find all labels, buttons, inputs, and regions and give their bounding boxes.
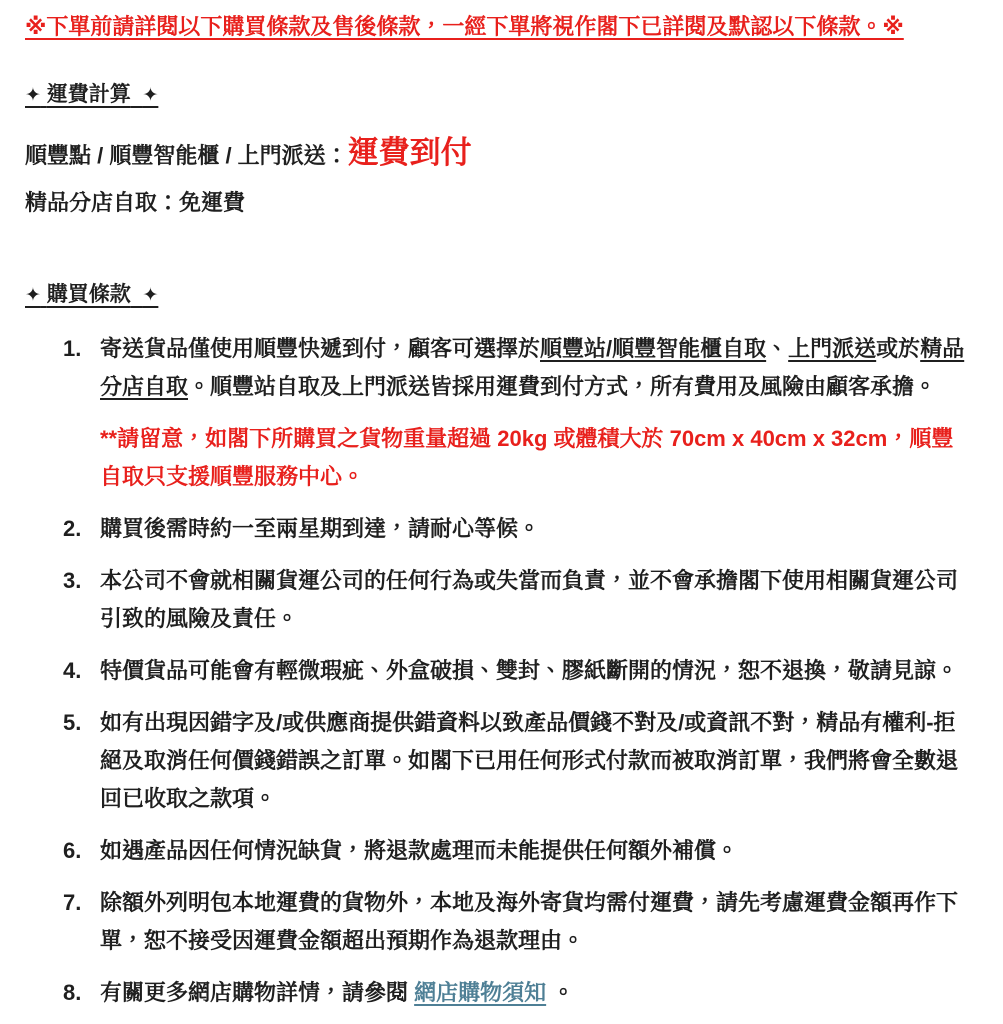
diamond-icon: ✦ [142,285,159,306]
term-item-5 [63,704,973,818]
purchase-terms-heading [25,282,973,309]
shipping-fee-section [25,82,973,218]
item-text: 本公司不會就相關貨運公司的任何行為或失當而負責，並不會承擔閣下使用相關貨運公司引致的風險及責任。 [100,568,959,631]
item-body [100,562,973,638]
item-number: 7. [63,890,82,915]
term-item-7 [63,884,973,960]
item-body [100,832,973,870]
item-body [100,652,973,690]
item-text-segment: 、 [766,336,789,361]
delivery-methods-label: 順豐點 / 順豐智能櫃 / 上門派送： [25,143,348,168]
item-body [100,974,973,1012]
item-body [100,704,973,818]
purchase-terms-title: 購買條款 [46,283,131,306]
shipping-fee-title: 運費計算 [46,83,131,106]
item-number: 6. [63,838,82,863]
term-item-1 [63,330,973,496]
store-pickup-line: 精品分店自取：免運費 [25,190,246,215]
term-item-8 [63,974,973,1012]
shipping-fee-heading [25,82,973,109]
item-body [100,330,973,496]
item-body [100,884,973,960]
item-text-segment-underlined: 上門派送 [788,336,877,361]
item-text: 如有出現因錯字及/或供應商提供錯資料以致產品價錢不對及/或資訊不對，精品有權利-拒絕及取消任何價錢錯誤之訂單。如閣下已用任何形式付款而被取消訂單，我們將會全數退回已收取之款項。 [100,710,959,811]
item-text: 特價貨品可能會有輕微瑕疵、外盒破損、雙封、膠紙斷開的情況，恕不退換，敬請見諒。 [100,658,959,683]
item-body [100,510,973,548]
item-text: 如遇產品因任何情況缺貨，將退款處理而未能提供任何額外補償。 [100,838,739,863]
purchase-terms-section [25,282,973,1012]
item-text-segment: 。順豐站自取及上門派送皆採用運費到付方式，所有費用及風險由顧客承擔。 [188,374,937,399]
term-item-3 [63,562,973,638]
terms-list [25,330,973,1012]
item-number: 4. [63,658,82,683]
item-number: 8. [63,980,82,1005]
item-text: 除額外列明包本地運費的貨物外，本地及海外寄貨均需付運費，請先考慮運費金額再作下單，恕不接受因運費金額超出預期作為退款理由。 [100,890,959,953]
item-text-segment-underlined: 順豐站/順豐智能櫃自取 [540,336,767,361]
term-item-6 [63,832,973,870]
item-text-segment-underlined: 精品分店自取 [100,336,965,399]
item-number: 2. [63,516,82,541]
diamond-icon: ✦ [25,285,41,306]
item-number: 5. [63,710,82,735]
item-text: 購買後需時約一至兩星期到達，請耐心等候。 [100,516,541,541]
weight-limit-note: **請留意，如閣下所購買之貨物重量超過 20kg 或體積大於 70cm x 40cm x 32cm，順豐自取只支援順豐服務中心。 [100,426,954,489]
diamond-icon: ✦ [142,85,159,106]
item-number: 1. [63,336,82,361]
item-text-segment: 。 [546,980,575,1005]
item-text-segment: 寄送貨品僅使用順豐快遞到付，顧客可選擇於 [100,336,541,361]
shop-guide-link[interactable]: 網店購物須知 [414,980,547,1005]
term-item-4 [63,652,973,690]
delivery-methods-line [25,131,973,178]
item-text-segment: 或於 [876,336,921,361]
diamond-icon: ✦ [25,85,41,106]
item-text-segment: 有關更多網店購物詳情，請參閱 [100,980,415,1005]
item-number: 3. [63,568,82,593]
freight-collect-value: 運費到付 [347,135,472,170]
item-text [100,330,973,406]
term-item-2 [63,510,973,548]
item-text [100,974,973,1012]
pre-order-notice: ※下單前請詳閱以下購買條款及售後條款，一經下單將視作閣下已詳閱及默認以下條款。※ [25,14,904,39]
